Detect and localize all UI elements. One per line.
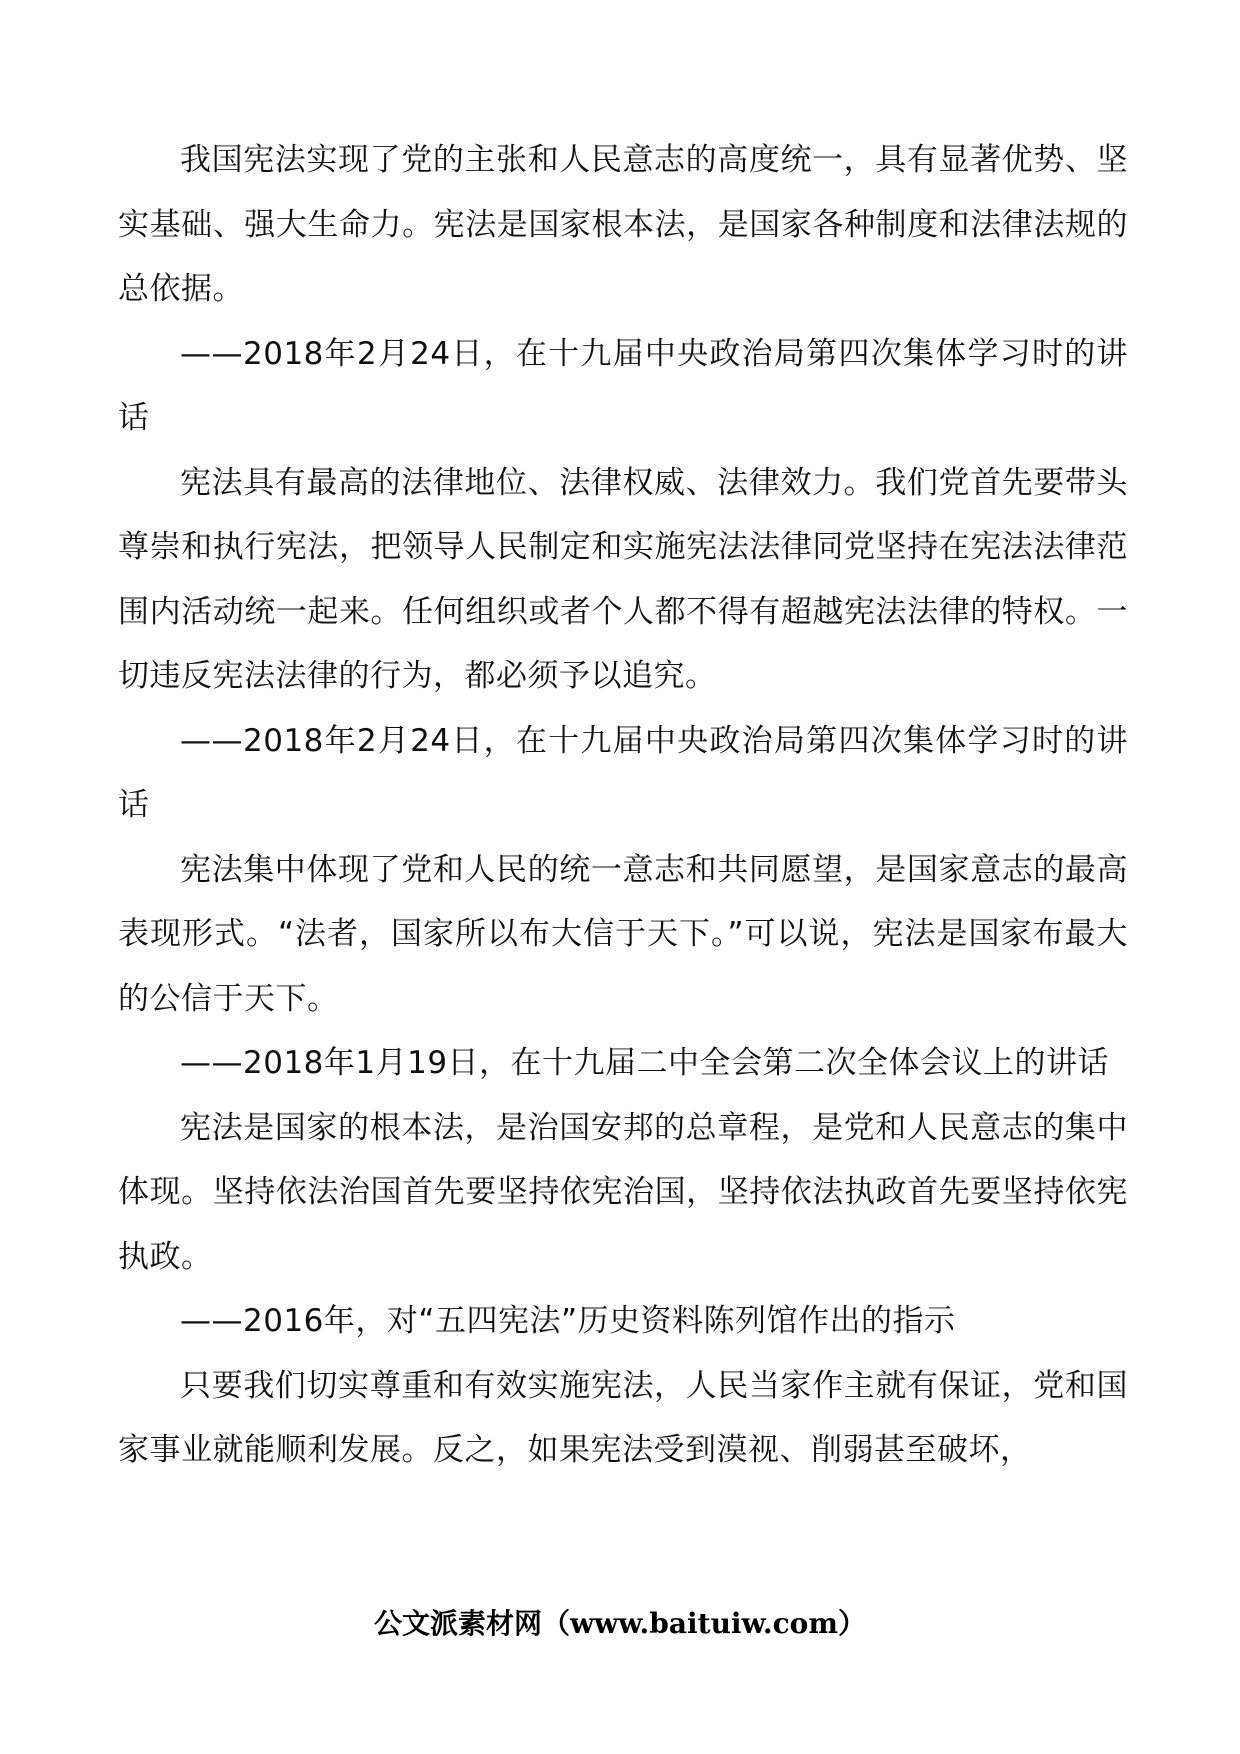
paragraph-2: 宪法具有最高的法律地位、法律权威、法律效力。我们党首先要带头尊崇和执行宪法，把领导人民制定和实施宪法法律同党坚持在宪法法律范围内活动统一起来。任何组织或者个人都不得有超越宪法法律的特权。一切违反宪法法律的行为，都必须予以追究。 — [118, 464, 1128, 694]
paragraph-3: 宪法集中体现了党和人民的统一意志和共同愿望，是国家意志的最高表现形式。“法者，国家所以布大信于天下。”可以说，宪法是国家布最大的公信于天下。 — [118, 851, 1128, 1017]
paragraph-1: 我国宪法实现了党的主张和人民意志的高度统一，具有显著优势、坚实基础、强大生命力。宪法是国家根本法，是国家各种制度和法律法规的总依据。 — [118, 142, 1128, 307]
paragraph-5: 只要我们切实尊重和有效实施宪法，人民当家作主就有保证，党和国家事业就能顺利发展。反之，如果宪法受到漠视、削弱甚至破坏， — [118, 1367, 1128, 1468]
page-footer: 公文派素材网（www.baituiw.com） — [374, 1607, 866, 1640]
citation-4: ——2016年，对“五四宪法”历史资料陈列馆作出的指示 — [180, 1303, 956, 1339]
document-body — [118, 128, 1128, 1483]
paragraph-4: 宪法是国家的根本法，是治国安邦的总章程，是党和人民意志的集中体现。坚持依法治国首先要坚持依宪治国，坚持依法执政首先要坚持依宪执政。 — [118, 1109, 1128, 1275]
citation-1: ——2018年2月24日，在十九届中央政治局第四次集体学习时的讲话 — [118, 335, 1128, 436]
citation-3: ——2018年1月19日，在十九届二中全会第二次全体会议上的讲话 — [180, 1045, 1110, 1081]
citation-2: ——2018年2月24日，在十九届中央政治局第四次集体学习时的讲话 — [118, 722, 1128, 823]
